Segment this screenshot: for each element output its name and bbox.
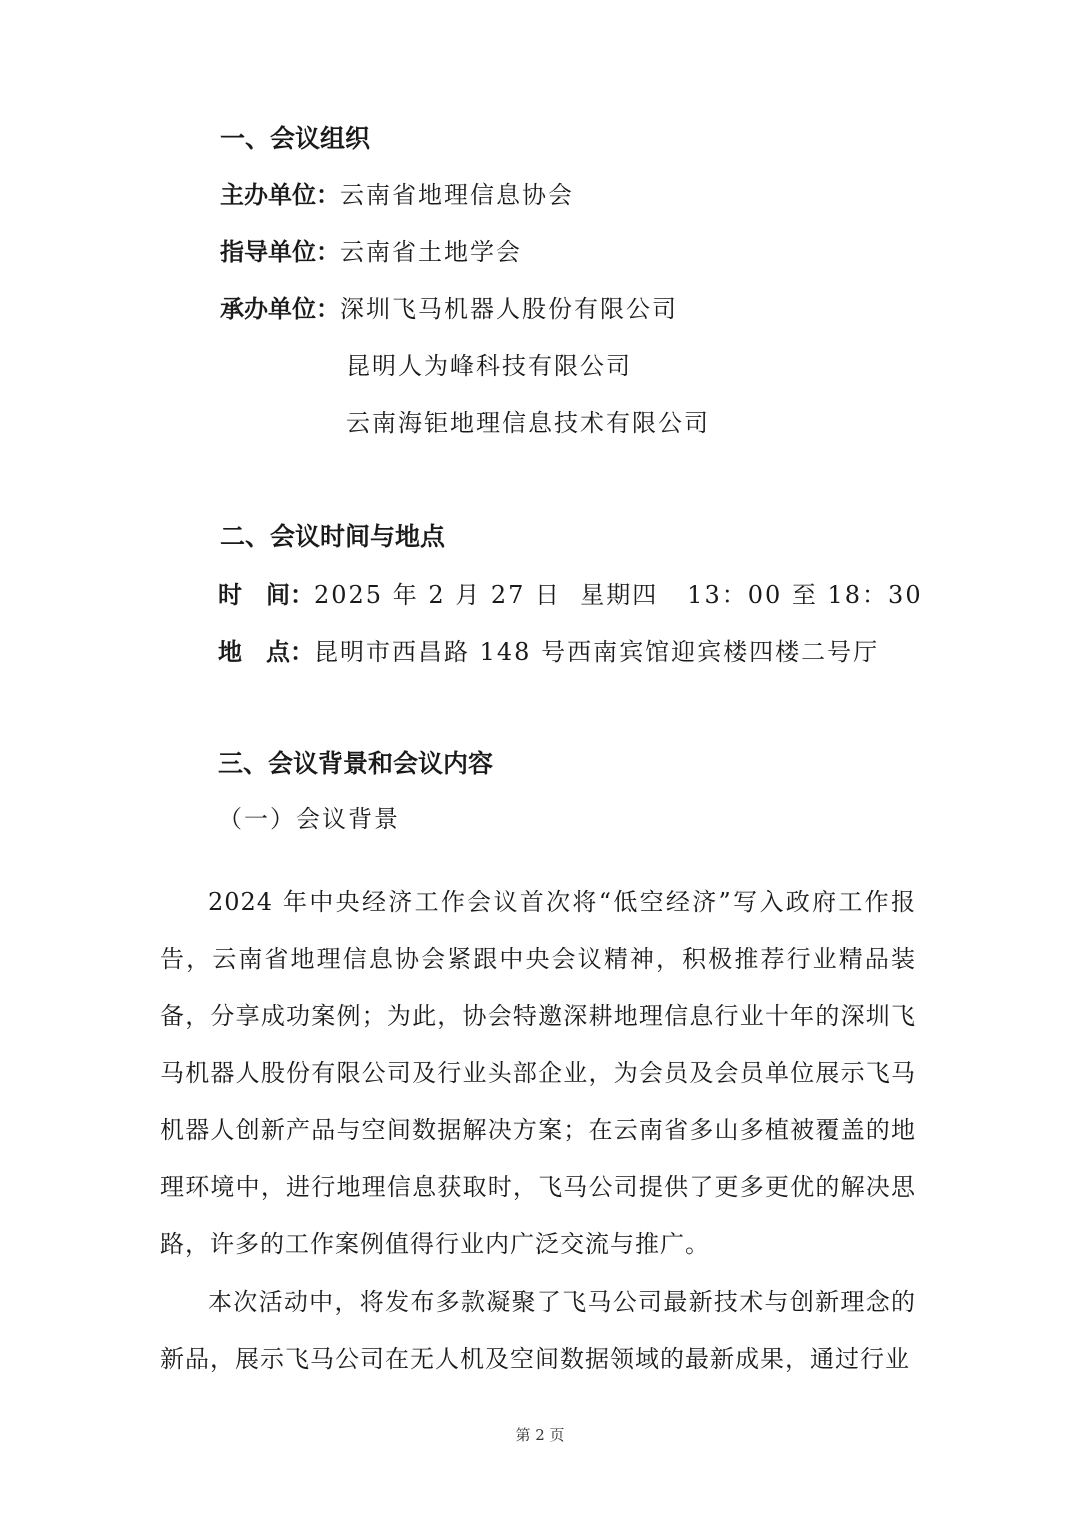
place-row (218, 637, 879, 667)
time-label: 时 间： (218, 581, 314, 609)
place-label: 地 点： (218, 638, 314, 666)
host-label: 主办单位： (220, 181, 340, 209)
host-row (220, 180, 574, 210)
background-paragraph-2: 本次活动中，将发布多款凝聚了飞马公司最新技术与创新理念的新品，展示飞马公司在无人机及空间数据领域的最新成果，通过行业 (160, 1288, 916, 1373)
time-value: 2025 年 2 月 27 日 星期四 13：00 至 18：30 (314, 581, 923, 609)
organizer-label: 承办单位： (220, 295, 340, 323)
guide-label: 指导单位： (220, 238, 340, 266)
section-2-title: 二、会议时间与地点 (220, 522, 446, 551)
section-3-subtitle: （一）会议背景 (218, 805, 400, 833)
time-row (218, 580, 923, 610)
organizer-2: 昆明人为峰科技有限公司 (346, 352, 632, 380)
host-value: 云南省地理信息协会 (340, 181, 574, 209)
guide-row (220, 237, 522, 267)
organizer-1: 深圳飞马机器人股份有限公司 (340, 295, 678, 323)
page-number: 第 2 页 (515, 1426, 565, 1444)
place-value: 昆明市西昌路 148 号西南宾馆迎宾楼四楼二号厅 (314, 638, 880, 666)
section-1-title: 一、会议组织 (220, 124, 371, 153)
section-3-title: 三、会议背景和会议内容 (218, 749, 494, 778)
organizer-3: 云南海钜地理信息技术有限公司 (346, 409, 710, 437)
guide-value: 云南省土地学会 (340, 238, 522, 266)
background-paragraph-1: 2024 年中央经济工作会议首次将“低空经济”写入政府工作报告，云南省地理信息协会紧跟中央会议精神，积极推荐行业精品装备，分享成功案例；为此，协会特邀深耕地理信息行业十年的深圳飞马机器人股份有限公司及行业头部企业，为会员及会员单位展示飞马机器人创新产品与空间数据解决方案；在云南省多山多植被覆盖的地理环境中，进行地理信息获取时，飞马公司提供了更多更优的解决思路，许多的工作案例值得行业内广泛交流与推广。 (160, 888, 916, 1258)
organizer-row (220, 294, 678, 324)
